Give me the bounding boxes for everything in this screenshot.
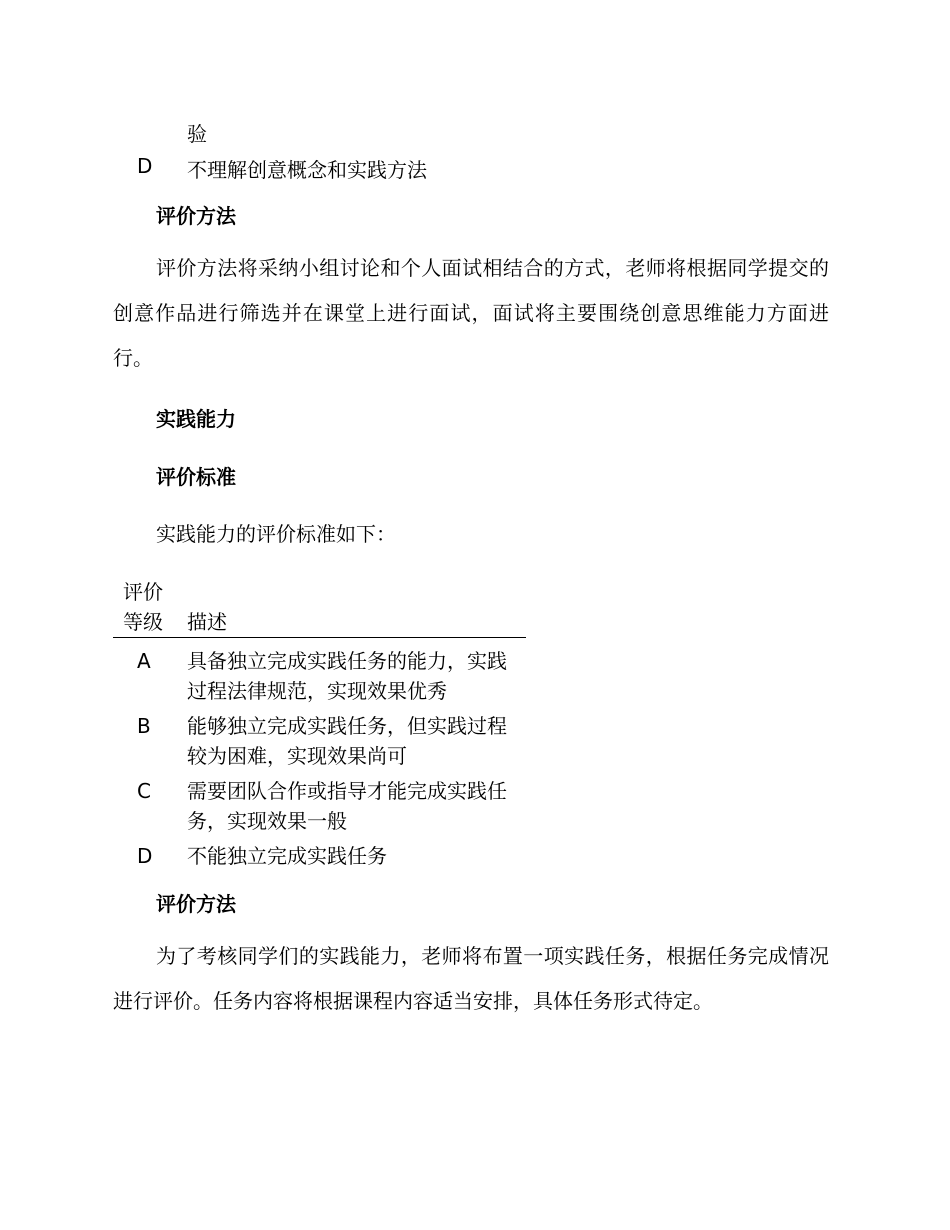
criteria-intro: 实践能力的评价标准如下： bbox=[156, 522, 396, 546]
method-paragraph-2: 为了考核同学们的实践能力，老师将布置一项实践任务，根据任务完成情况进行评价。任务内容将根据课程内容适当安排，具体任务形式待定。 bbox=[113, 944, 829, 1013]
row-description: 能够独立完成实践任务，但实践过程较为困难，实现效果尚可 bbox=[187, 714, 507, 768]
table-row bbox=[113, 646, 526, 706]
section-heading-method-2: 评价方法 bbox=[156, 892, 236, 916]
grade-d-label: D bbox=[137, 154, 153, 178]
row-grade: B bbox=[137, 714, 151, 738]
row-grade: C bbox=[137, 779, 151, 803]
section-heading-practice: 实践能力 bbox=[156, 407, 236, 431]
section-heading-criteria: 评价标准 bbox=[156, 465, 236, 489]
header-description: 描述 bbox=[187, 610, 227, 634]
method-paragraph: 评价方法将采纳小组讨论和个人面试相结合的方式，老师将根据同学提交的创意作品进行筛选并在课堂上进行面试，面试将主要围绕创意思维能力方面进行。 bbox=[113, 256, 829, 370]
table-header bbox=[113, 577, 526, 638]
row-description: 不能独立完成实践任务 bbox=[187, 844, 387, 868]
continued-text: 验 bbox=[187, 122, 207, 146]
criteria-table bbox=[113, 577, 526, 871]
table-row bbox=[113, 841, 526, 871]
grade-d-description: 不理解创意概念和实践方法 bbox=[187, 158, 427, 182]
section-heading-method: 评价方法 bbox=[156, 204, 236, 228]
table-row bbox=[113, 776, 526, 836]
row-description: 具备独立完成实践任务的能力，实践过程法律规范，实现效果优秀 bbox=[187, 649, 507, 703]
table-row bbox=[113, 711, 526, 771]
row-description: 需要团队合作或指导才能完成实践任务，实现效果一般 bbox=[187, 779, 507, 833]
header-grade: 评价等级 bbox=[123, 580, 163, 634]
row-grade: D bbox=[137, 844, 153, 868]
row-grade: A bbox=[137, 649, 151, 673]
